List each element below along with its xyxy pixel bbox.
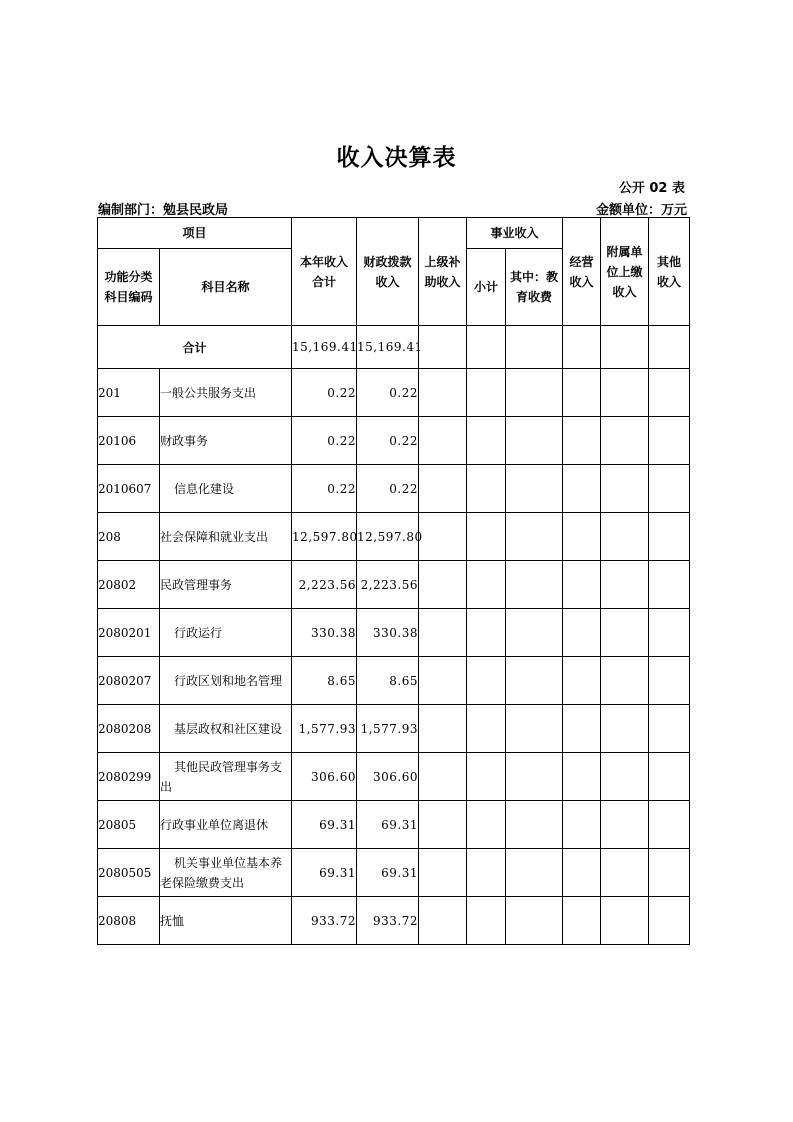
row-code: 20106 — [98, 417, 160, 465]
header-edu: 其中：教育收费 — [506, 249, 563, 326]
row-fiscal: 306.60 — [357, 753, 419, 801]
header-operating: 经营收入 — [563, 218, 601, 326]
row-name: 其他民政管理事务支出 — [160, 753, 292, 801]
header-func-code: 功能分类科目编码 — [98, 249, 160, 326]
row-fiscal: 69.31 — [357, 801, 419, 849]
table-row — [98, 417, 690, 465]
row-name: 财政事务 — [160, 417, 292, 465]
header-other: 其他收入 — [649, 218, 690, 326]
table-row — [98, 369, 690, 417]
row-total-income: 12,597.80 — [292, 513, 357, 561]
amount-unit-label: 金额单位：万元 — [595, 203, 687, 218]
row-name: 社会保障和就业支出 — [160, 513, 292, 561]
row-name: 行政运行 — [160, 609, 292, 657]
row-fiscal: 0.22 — [357, 417, 419, 465]
row-code: 20808 — [98, 897, 160, 945]
header-subsidy: 上级补助收入 — [419, 218, 467, 326]
row-total-income: 306.60 — [292, 753, 357, 801]
total-row — [98, 326, 690, 369]
table-row — [98, 897, 690, 945]
header-affiliated: 附属单位上缴收入 — [601, 218, 649, 326]
row-fiscal: 69.31 — [357, 849, 419, 897]
income-table — [97, 217, 690, 945]
department-label: 编制部门：勉县民政局 — [98, 203, 229, 218]
table-row — [98, 465, 690, 513]
row-fiscal: 0.22 — [357, 369, 419, 417]
table-row — [98, 657, 690, 705]
page-title: 收入决算表 — [336, 145, 457, 171]
header-subtotal: 小计 — [467, 249, 506, 326]
row-total-income: 2,223.56 — [292, 561, 357, 609]
row-code: 201 — [98, 369, 160, 417]
row-code: 2010607 — [98, 465, 160, 513]
row-code: 2080208 — [98, 705, 160, 753]
row-total-income: 933.72 — [292, 897, 357, 945]
total-label: 合计 — [98, 326, 292, 369]
table-row — [98, 801, 690, 849]
header-fiscal: 财政拨款收入 — [357, 218, 419, 326]
row-total-income: 0.22 — [292, 465, 357, 513]
row-total-income: 1,577.93 — [292, 705, 357, 753]
row-name: 抚恤 — [160, 897, 292, 945]
row-name: 机关事业单位基本养老保险缴费支出 — [160, 849, 292, 897]
row-code: 2080299 — [98, 753, 160, 801]
header-subject-name: 科目名称 — [160, 249, 292, 326]
row-name: 基层政权和社区建设 — [160, 705, 292, 753]
row-code: 2080505 — [98, 849, 160, 897]
row-fiscal: 933.72 — [357, 897, 419, 945]
table-row — [98, 561, 690, 609]
row-code: 2080207 — [98, 657, 160, 705]
row-fiscal: 2,223.56 — [357, 561, 419, 609]
row-code: 2080201 — [98, 609, 160, 657]
row-total-income: 8.65 — [292, 657, 357, 705]
table-row — [98, 609, 690, 657]
row-fiscal: 330.38 — [357, 609, 419, 657]
row-code: 20802 — [98, 561, 160, 609]
row-total-income: 0.22 — [292, 369, 357, 417]
row-name: 民政管理事务 — [160, 561, 292, 609]
row-fiscal: 1,577.93 — [357, 705, 419, 753]
table-row — [98, 753, 690, 801]
row-fiscal: 8.65 — [357, 657, 419, 705]
row-name: 行政事业单位离退休 — [160, 801, 292, 849]
row-total-income: 69.31 — [292, 849, 357, 897]
total-fiscal-value: 15,169.41 — [357, 326, 419, 369]
header-total-income: 本年收入合计 — [292, 218, 357, 326]
row-fiscal: 12,597.80 — [357, 513, 419, 561]
row-name: 行政区划和地名管理 — [160, 657, 292, 705]
row-total-income: 0.22 — [292, 417, 357, 465]
total-income-value: 15,169.41 — [292, 326, 357, 369]
form-number: 公开 02 表 — [618, 181, 685, 196]
row-name: 一般公共服务支出 — [160, 369, 292, 417]
header-career: 事业收入 — [467, 218, 563, 249]
table-row — [98, 513, 690, 561]
row-name: 信息化建设 — [160, 465, 292, 513]
row-total-income: 330.38 — [292, 609, 357, 657]
table-row — [98, 705, 690, 753]
row-code: 208 — [98, 513, 160, 561]
table-row — [98, 849, 690, 897]
row-total-income: 69.31 — [292, 801, 357, 849]
row-fiscal: 0.22 — [357, 465, 419, 513]
header-item: 项目 — [98, 218, 292, 249]
row-code: 20805 — [98, 801, 160, 849]
